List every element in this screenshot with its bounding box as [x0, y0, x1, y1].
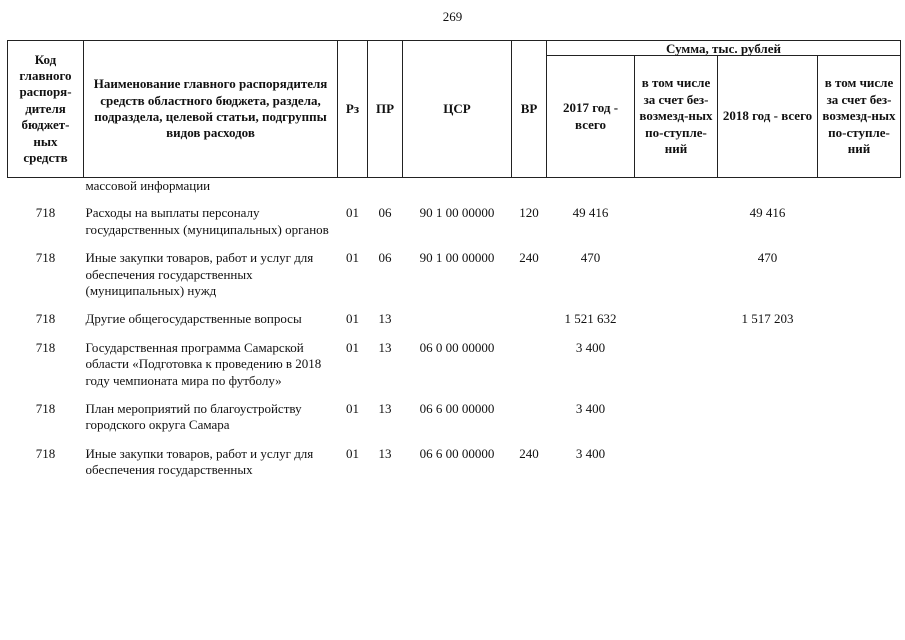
- cell-rz: 01: [346, 311, 359, 327]
- cell-sum-2018-gratuitous: [818, 446, 901, 491]
- header-pr: ПР: [368, 41, 403, 178]
- cell-pr: 13: [378, 311, 392, 327]
- cell-sum-2017-gratuitous: [635, 250, 718, 311]
- header-sum-2018-total: 2018 год - всего: [718, 56, 818, 178]
- cell-sum-2018-total: 470: [757, 250, 778, 266]
- header-csr: ЦСР: [403, 41, 512, 178]
- cell-sum-2018-gratuitous: [818, 340, 901, 401]
- cell-pr: 06: [378, 250, 392, 266]
- cell-csr: 90 1 00 00000: [419, 250, 495, 266]
- cell-vr: [512, 401, 547, 446]
- cell-code: [8, 178, 84, 206]
- table-row: [8, 446, 901, 491]
- cell-sum-2017-total: 3 400: [575, 401, 606, 417]
- header-code: Код главного распоря-дителя бюджет-ных средств: [8, 41, 84, 178]
- cell-csr: 06 0 00 00000: [419, 339, 495, 355]
- cell-sum-2017-total: 3 400: [575, 445, 606, 461]
- cell-sum-2018-total: 49 416: [749, 205, 786, 221]
- cell-sum-2017-gratuitous: [635, 340, 718, 401]
- cell-vr: 240: [519, 250, 539, 266]
- cell-sum-2017-total: 1 521 632: [564, 311, 617, 327]
- cell-code: 718: [35, 445, 56, 461]
- table-row: [8, 340, 901, 401]
- header-sum-2017-gratuitous: в том числе за счет без-возмезд-ных по-ступле-ний: [635, 56, 718, 178]
- cell-rz: 01: [346, 445, 359, 461]
- cell-name: План мероприятий по благоустройству городского округа Самара: [85, 401, 302, 433]
- cell-rz: 01: [346, 205, 359, 221]
- budget-table: [7, 40, 901, 491]
- cell-csr: 90 1 00 00000: [419, 205, 495, 221]
- cell-pr: 06: [378, 205, 392, 221]
- cell-sum-2017-gratuitous: [635, 401, 718, 446]
- cell-rz: 01: [346, 250, 359, 266]
- cell-sum-2018-total: [718, 340, 818, 401]
- cell-code: 718: [35, 339, 56, 355]
- header-vr: ВР: [512, 41, 547, 178]
- page-number: 269: [442, 9, 463, 24]
- cell-sum-2018-gratuitous: [818, 401, 901, 446]
- table-body: [8, 178, 901, 491]
- table-row-continuation: [8, 178, 901, 206]
- table-row: [8, 311, 901, 339]
- cell-code: 718: [35, 401, 56, 417]
- cell-name: Другие общегосударственные вопросы: [85, 311, 302, 327]
- header-rz: Рз: [338, 41, 368, 178]
- cell-sum-2017-gratuitous: [635, 446, 718, 491]
- cell-name: Расходы на выплаты персоналу государственных (муниципальных) органов: [85, 205, 329, 237]
- cell-csr: 06 6 00 00000: [419, 445, 495, 461]
- cell-name: Иные закупки товаров, работ и услуг для обеспечения государственных: [85, 445, 314, 478]
- header-name: Наименование главного распорядителя средств областного бюджета, раздела, подраздела, целевой статьи, подгруппы видов расходов: [84, 41, 338, 178]
- header-sum-2018-gratuitous: в том числе за счет без-возмезд-ных по-ступле-ний: [818, 56, 901, 178]
- cell-sum-2017-total: 470: [580, 250, 601, 266]
- cell-pr: 13: [378, 445, 392, 461]
- cell-sum-2018-total: 1 517 203: [741, 311, 794, 327]
- table-row: [8, 401, 901, 446]
- cell-sum-2018-gratuitous: [818, 250, 901, 311]
- cell-sum-2018-total: [718, 446, 818, 491]
- table-row: [8, 250, 901, 311]
- cell-pr: 13: [378, 339, 392, 355]
- cell-code: 718: [35, 250, 56, 266]
- cell-csr: [403, 311, 512, 339]
- header-sum-group: Сумма, тыс. рублей: [547, 41, 901, 56]
- table-row: [8, 205, 901, 250]
- cell-pr: 13: [378, 401, 392, 417]
- cell-vr: 120: [519, 205, 539, 221]
- cell-sum-2018-total: [718, 401, 818, 446]
- cell-name: Иные закупки товаров, работ и услуг для обеспечения государственных (муниципальных) нужд: [85, 250, 314, 299]
- cell-vr: [512, 311, 547, 339]
- cell-sum-2017-total: 3 400: [575, 339, 606, 355]
- cell-sum-2017-gratuitous: [635, 311, 718, 339]
- cell-rz: 01: [346, 401, 359, 417]
- cell-vr: [512, 340, 547, 401]
- cell-code: 718: [35, 205, 56, 221]
- cell-vr: 240: [519, 445, 539, 461]
- table-header: [8, 41, 901, 178]
- cell-csr: 06 6 00 00000: [419, 401, 495, 417]
- cell-name: Государственная программа Самарской области «Подготовка к проведению в 2018 году чемпионата мира по футболу»: [85, 339, 322, 388]
- cell-rz: 01: [346, 339, 359, 355]
- header-sum-2017-total: 2017 год - всего: [547, 56, 635, 178]
- cell-sum-2017-gratuitous: [635, 205, 718, 250]
- cell-sum-2017-total: 49 416: [572, 205, 609, 221]
- cell-code: 718: [35, 311, 56, 327]
- cell-name: массовой информации: [85, 178, 211, 193]
- cell-sum-2018-gratuitous: [818, 205, 901, 250]
- cell-sum-2018-gratuitous: [818, 311, 901, 339]
